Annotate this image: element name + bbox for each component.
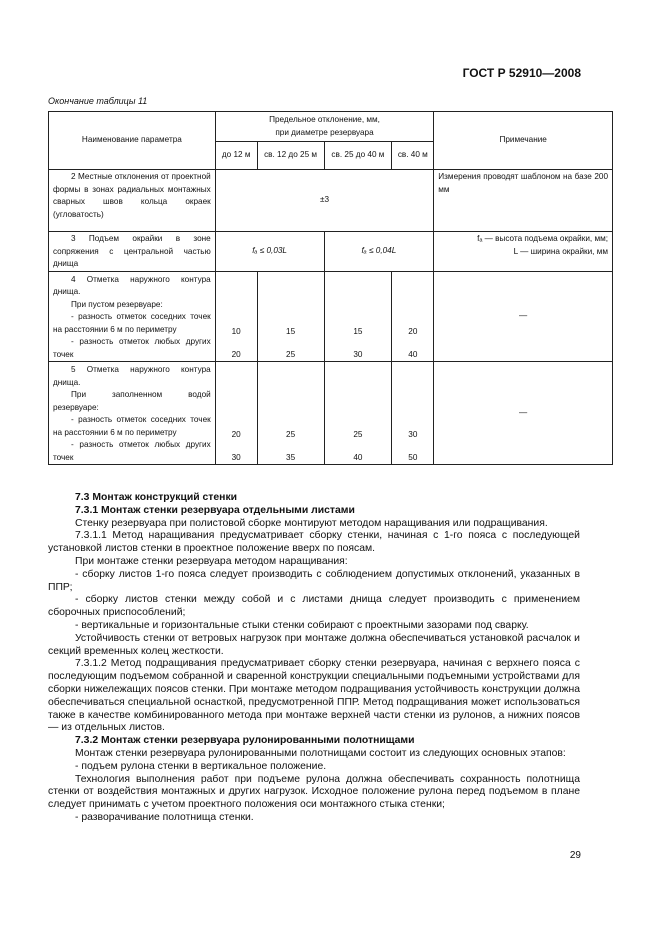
- document-header: ГОСТ Р 52910—2008: [462, 66, 581, 80]
- row2-note: Измерения проводят шаблоном на базе 200 мм: [434, 170, 613, 232]
- list-item: - разворачивание полотнища стенки.: [75, 811, 254, 823]
- row5-d1: 20 30: [215, 362, 257, 465]
- row5-note: —: [434, 362, 613, 465]
- row5-d2: 25 35: [257, 362, 324, 465]
- row4-d3: 15 30: [324, 271, 392, 362]
- list-item: - подъем рулона стенки в вертикальное положение.: [75, 760, 327, 772]
- row3-value-2: fₐ ≤ 0,04L: [324, 232, 434, 272]
- table-row: [49, 232, 613, 272]
- deviation-table: [48, 111, 613, 465]
- list-item: - вертикальные и горизонтальные стыки стенки собирают с проектными зазорами под сварку.: [75, 619, 529, 631]
- col-header-d1: до 12 м: [215, 142, 257, 170]
- paragraph: Устойчивость стенки от ветровых нагрузок при монтаже должна обеспечиваться установкой расчалок и секций временных колец жесткости.: [48, 632, 580, 657]
- row2-param: 2 Местные отклонения от проектной формы в зонах радиальных монтажных сварных швов кольца окраек (угловатость): [49, 170, 216, 232]
- row3-value-1: fₐ ≤ 0,03L: [215, 232, 324, 272]
- row2-value: ±3: [215, 170, 434, 232]
- body-text: [48, 492, 580, 825]
- row5-d4: 30 50: [392, 362, 434, 465]
- list-item: - сборку листов 1-го пояса следует производить с соблюдением допустимых отклонений, указанных в ППР;: [48, 568, 580, 593]
- col-header-d4: св. 40 м: [392, 142, 434, 170]
- row4-note: —: [434, 271, 613, 362]
- col-header-d3: св. 25 до 40 м: [324, 142, 392, 170]
- col-header-d2: св. 12 до 25 м: [257, 142, 324, 170]
- paragraph: Монтаж стенки резервуара рулонированными полотнищами состоит из следующих основных этапов:: [75, 747, 566, 759]
- page-number: 29: [569, 850, 581, 861]
- list-item: - сборку листов стенки между собой и с листами днища следует производить с применением сборочных приспособлений;: [48, 594, 580, 619]
- row5-param: 5 Отметка наружного контура днища. При заполненном водой резервуаре: - разность отметок соседних точек на расстоянии 6 м по периметру - разность отметок любых других точек: [49, 362, 216, 465]
- row4-d2: 15 25: [257, 271, 324, 362]
- row3-param: 3 Подъем окрайки в зоне сопряжения с центральной частью днища: [49, 232, 216, 272]
- paragraph: Технология выполнения работ при подъеме рулона должна обеспечивать сохранность полотнища стенки от воздействия монтажных и других нагрузок. Исходное положение рулона перед подъемом в плане следует принимать с учетом проектного положения оси монтажного стыка стенки;: [48, 773, 580, 811]
- heading-7-3-1: 7.3.1 Монтаж стенки резервуара отдельными листами: [75, 504, 355, 516]
- col-header-note: Примечание: [434, 112, 613, 170]
- paragraph: 7.3.1.2 Метод подращивания предусматривает сборку стенки резервуара, начиная с верхнего пояса с последующим подъемом собранной и сваренной конструкции специальными подъемными устройствами для сборки нижележащих поясов стенки. При монтаже методом подращивания устойчивость конструкции должна обеспечиваться специальной оснасткой, предусмотренной ППР. Метод подращивания может использоваться также в качестве комбинированного метода при монтаже верхней части стенки из рулонов, а нижних поясов — из отдельных листов.: [48, 658, 580, 734]
- paragraph: 7.3.1.1 Метод наращивания предусматривает сборку стенки, начиная с 1-го пояса с последующей установкой листов стенки в проектное положение вверх по поясам.: [48, 530, 580, 555]
- table-row: [49, 170, 613, 232]
- row3-note: fₐ — высота подъема окрайки, мм; L — ширина окрайки, мм: [434, 232, 613, 272]
- heading-7-3-2: 7.3.2 Монтаж стенки резервуара рулонированными полотнищами: [75, 735, 415, 747]
- row5-d3: 25 40: [324, 362, 392, 465]
- row4-d4: 20 40: [392, 271, 434, 362]
- paragraph: При монтаже стенки резервуара методом наращивания:: [75, 555, 348, 567]
- col-header-param: Наименование параметра: [49, 112, 216, 170]
- table-caption: Окончание таблицы 11: [48, 96, 148, 106]
- row4-d1: 10 20: [215, 271, 257, 362]
- col-header-deviation: Предельное отклонение, мм, при диаметре резервуара: [215, 112, 434, 142]
- row4-param: 4 Отметка наружного контура днища. При пустом резервуаре: - разность отметок соседних точек на расстоянии 6 м по периметру - разность отметок любых других точек: [49, 271, 216, 362]
- table-row: [49, 362, 613, 465]
- heading-7-3: 7.3 Монтаж конструкций стенки: [75, 492, 238, 503]
- paragraph: Стенку резервуара при полистовой сборке монтируют методом наращивания или подращивания.: [75, 517, 548, 529]
- table-row: [49, 271, 613, 362]
